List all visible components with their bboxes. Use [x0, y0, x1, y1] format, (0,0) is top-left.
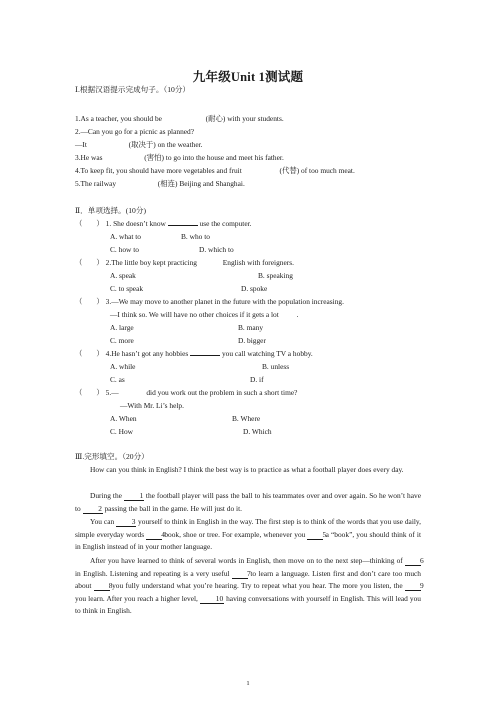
cloze-p4-text-d: you fully understand what you’re hearing. Try to repeat what you hear. The more you listen, the: [112, 581, 403, 591]
q3-stem2: [110, 310, 299, 319]
q5-paren-open: （: [75, 388, 83, 397]
cloze-p4-text-a: After you have learned to think of several words in English, then move on to the next step—thinking of: [90, 556, 403, 565]
q4-stem-text: 4.He hasn’t got any hobbies: [105, 349, 189, 358]
s1-item-3-text: 3.He was: [75, 153, 103, 162]
cloze-p3-text-d: a “book”, you should think of it in English instead of in your mother language.: [75, 529, 422, 552]
q2-stem-text: 2.The little boy kept practicing: [105, 258, 198, 267]
cloze-paragraph-2: [75, 490, 421, 515]
q5-stem2: —With Mr. Li’s help.: [120, 401, 184, 410]
cloze-blank-9: 9: [405, 582, 421, 591]
q4-option-b: B. unless: [262, 362, 290, 371]
q5-stem-text: 5.—: [105, 388, 119, 397]
cloze-blank-5: 5: [307, 531, 323, 540]
section2-heading: Ⅱ．单项选择。(10分): [75, 206, 146, 215]
q2-option-d: D. spoke: [241, 284, 268, 293]
q1-option-d: D. which to: [199, 245, 234, 254]
q4-blank: [190, 355, 220, 356]
q2-stem-after: English with foreigners.: [222, 258, 294, 267]
q5-option-d: D. Which: [243, 427, 272, 436]
q4-paren-open: （: [75, 349, 83, 358]
cloze-p3-text-b: yourself to think in English in the way. The first step is to think of the words that you use daily, simple everyday words: [75, 517, 421, 539]
cloze-blank-3: 3: [116, 518, 136, 527]
q5-option-c: C. How: [110, 427, 133, 436]
q2-paren-open: （: [75, 258, 83, 267]
q5-option-b: B. Where: [232, 414, 261, 423]
s1-item-2b-hint: (取决于) on the weather.: [128, 140, 203, 149]
s1-item-4-text: 4.To keep fit, you should have more vegetables and fruit: [75, 166, 242, 175]
q4-stem: [75, 349, 313, 358]
q3-option-c: C. more: [110, 336, 134, 345]
cloze-blank-10: 10: [200, 595, 224, 604]
s1-item-3-hint: (害怕) to go into the house and meet his father.: [144, 153, 284, 162]
cloze-blank-2: 2: [83, 505, 103, 514]
page-number: 1: [246, 680, 250, 687]
s1-item-1-hint: (耐心) with your students.: [205, 114, 284, 123]
q1-stem-after: use the computer.: [199, 219, 252, 228]
cloze-paragraph-3: [75, 516, 421, 554]
q3-stem2-text: —I think so. We will have no other choices if it gets a lot: [110, 310, 279, 319]
q1-option-b: B. who to: [181, 232, 210, 241]
cloze-blank-1: 1: [124, 492, 144, 501]
q2-option-b: B. speaking: [258, 271, 293, 280]
s1-item-4-hint: (代替) of too much meat.: [279, 166, 355, 175]
q3-stem: [75, 297, 344, 306]
q1-stem: [75, 219, 252, 228]
cloze-p3-text-a: You can: [90, 517, 115, 526]
section3-heading: Ⅲ.完形填空。（20分）: [75, 452, 149, 461]
q2-option-c: C. to speak: [110, 284, 144, 293]
cloze-p2-text-b: the football player will pass the ball to his teammates over and over again. So he won’t have to: [75, 491, 421, 513]
q1-blank: [168, 225, 198, 226]
q3-paren-close: ）: [96, 297, 104, 306]
q3-option-b: B. many: [238, 323, 264, 332]
q3-paren-open: （: [75, 297, 83, 306]
q5-stem-after: did you work out the problem in such a short time?: [146, 388, 298, 397]
cloze-p2-text-a: During the: [90, 491, 122, 500]
cloze-paragraph-1: [75, 464, 421, 477]
q3-stem-text: 3.—We may move to another planet in the future with the population increasing.: [105, 297, 344, 306]
s1-item-2b-text: —It: [75, 140, 87, 149]
s1-item-5-text: 5.The railway: [75, 179, 117, 188]
q3-option-a: A. large: [110, 323, 134, 332]
cloze-blank-7: 7: [232, 570, 248, 579]
q4-option-a: A. while: [110, 362, 136, 371]
cloze-paragraph-4: [75, 555, 424, 618]
q3-stem2-after: .: [296, 310, 299, 319]
cloze-p4-text-c: to learn a language. Listen first and don’t care too much about: [75, 568, 421, 591]
s1-item-3: [75, 153, 284, 162]
cloze-blank-8: 8: [94, 582, 110, 591]
q3-option-d: D. bigger: [238, 336, 266, 345]
cloze-blank-4: 4: [146, 531, 162, 540]
q4-paren-close: ）: [96, 349, 104, 358]
cloze-p2-text-c: passing the ball in the game. He will just do it.: [104, 503, 242, 513]
s1-item-1: [75, 114, 284, 123]
cloze-p4-text-e: you learn. After you reach a higher level,: [75, 593, 198, 603]
q2-stem: [75, 258, 294, 267]
s1-item-2: [75, 127, 194, 136]
section1-heading: Ⅰ.根据汉语提示完成句子。（10分）: [75, 85, 191, 94]
cloze-p3-text-c: book, shoe or tree. For example, whenever you: [164, 529, 306, 539]
s1-item-4: [75, 166, 355, 175]
q4-option-d: D. if: [250, 375, 264, 384]
cloze-p4-text-b: in English. Listening and repeating is a very useful: [75, 568, 230, 578]
q1-option-a: A. what to: [110, 232, 141, 241]
q1-option-c: C. how to: [110, 245, 139, 254]
q5-option-a: A. When: [110, 414, 137, 423]
q4-option-c: C. as: [110, 375, 125, 384]
cloze-blank-6: 6: [405, 557, 421, 566]
s1-item-5: [75, 179, 245, 188]
cloze-p1-text: How can you think in English? I think the best way is to practice as what a football player does every day.: [90, 465, 404, 474]
q4-stem-after: you call watching TV a hobby.: [221, 349, 313, 358]
s1-item-2-text: 2.—Can you go for a picnic as planned?: [75, 127, 195, 136]
q5-stem: [75, 388, 297, 397]
s1-item-5-hint: (相连) Beijing and Shanghai.: [157, 179, 245, 188]
s1-item-1-text: 1.As a teacher, you should be: [75, 114, 162, 123]
q2-option-a: A. speak: [110, 271, 136, 280]
cloze-p4-text-f: having conversations with yourself in English. This will lead you to think in English.: [75, 593, 421, 616]
q1-paren-open: （: [75, 219, 83, 228]
page-title: 九年级Unit 1测试题: [192, 70, 304, 84]
q1-stem-text: 1. She doesn’t know: [105, 219, 166, 228]
q2-paren-close: ）: [96, 258, 104, 267]
q1-paren-close: ）: [96, 219, 104, 228]
q5-paren-close: ）: [96, 388, 104, 397]
s1-item-2b: [75, 140, 203, 149]
